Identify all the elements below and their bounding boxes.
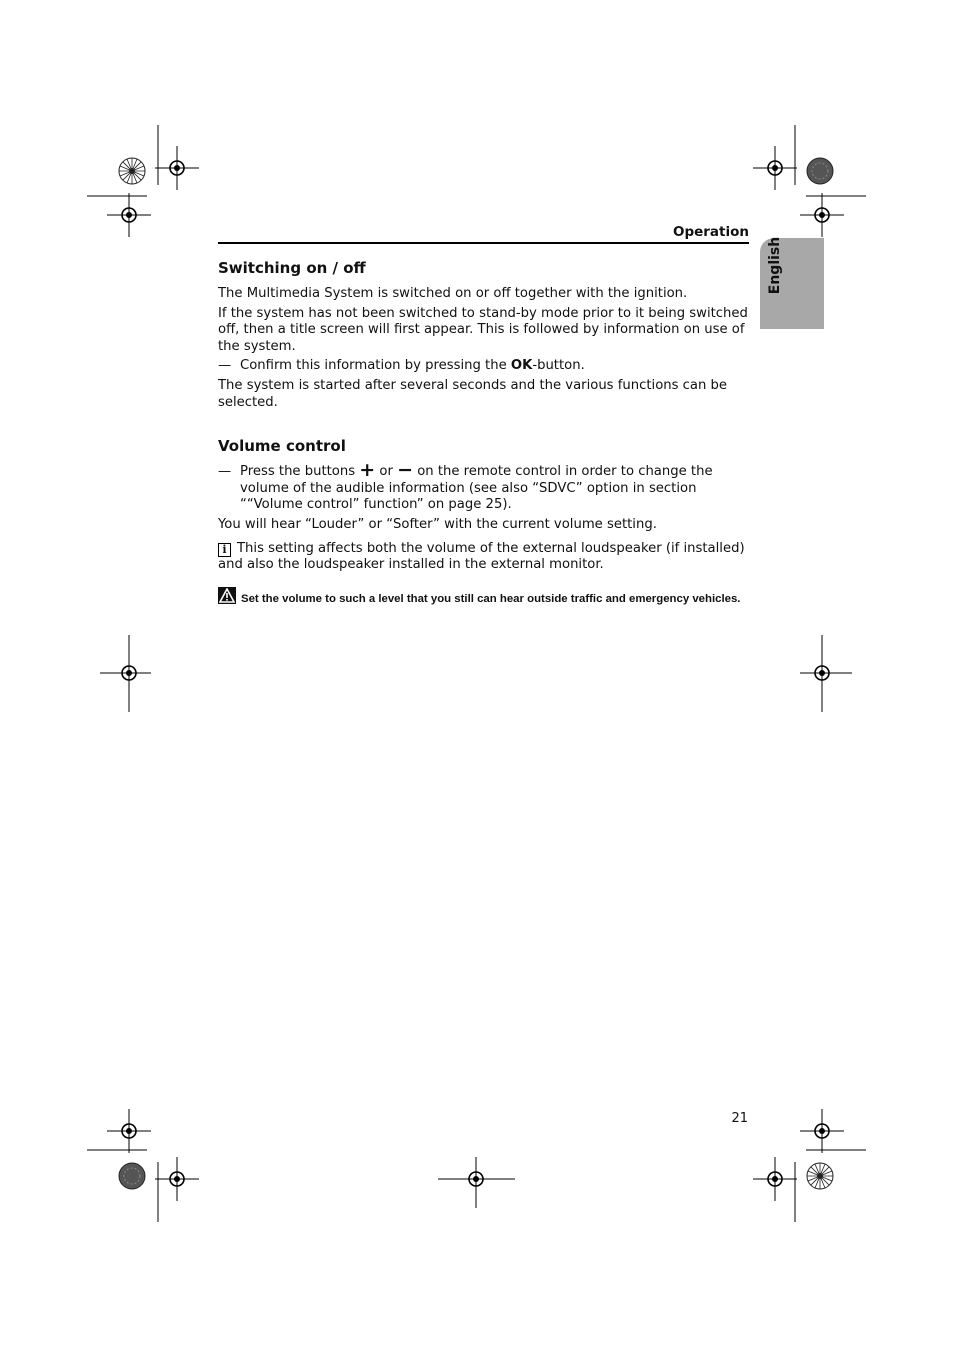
warning-text: Set the volume to such a level that you still can hear outside traffic and emergency vehicles. bbox=[241, 592, 741, 605]
info-note-text: This setting affects both the volume of the external loudspeaker (if installed) and also the loudspeaker installed in the external monitor. bbox=[218, 540, 745, 573]
ok-button-label: OK bbox=[510, 358, 533, 374]
dash-bullet: — bbox=[218, 358, 232, 374]
dash-bullet: — bbox=[218, 464, 232, 480]
section-title: Operation bbox=[672, 224, 749, 240]
step-text: on the remote control in order to change the volume of the audible information (see also “SDVC” option in section ““Volume control” function” on page 25). bbox=[240, 464, 713, 513]
minus-symbol: − bbox=[397, 459, 414, 482]
plus-symbol: + bbox=[359, 459, 376, 482]
paragraph: The system is started after several seconds and the various functions can be selected. bbox=[218, 377, 728, 410]
heading-switching: Switching on / off bbox=[218, 259, 366, 277]
step-text: or bbox=[375, 464, 398, 480]
paragraph: The Multimedia System is switched on or off together with the ignition. bbox=[218, 286, 688, 301]
step-text: -button. bbox=[532, 358, 585, 374]
language-tab-label: English bbox=[767, 236, 783, 295]
step-text: Press the buttons bbox=[240, 464, 360, 480]
page-number: 21 bbox=[731, 1111, 748, 1126]
paragraph: You will hear “Louder” or “Softer” with the current volume setting. bbox=[218, 516, 657, 532]
paragraph: If the system has not been switched to stand-by mode prior to it being switched off, then a title screen will first appear. This is followed by information on use of the system. bbox=[218, 305, 748, 354]
step-text: Confirm this information by pressing the bbox=[240, 358, 511, 374]
info-icon: i bbox=[218, 543, 231, 557]
heading-volume: Volume control bbox=[218, 437, 346, 456]
